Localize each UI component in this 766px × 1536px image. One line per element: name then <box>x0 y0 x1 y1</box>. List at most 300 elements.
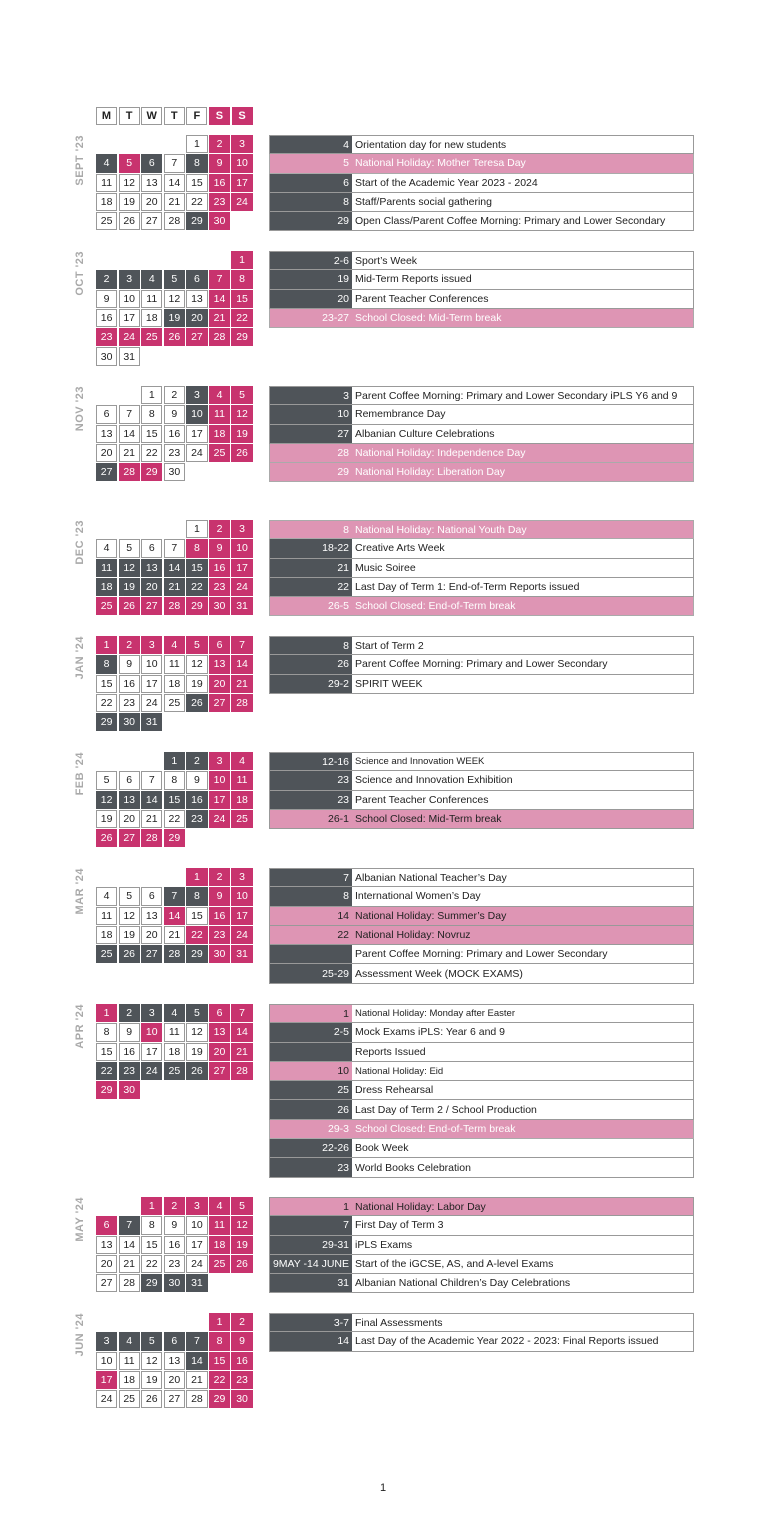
calendar-day: 15 <box>96 1043 117 1061</box>
calendar-day: 2 <box>209 520 230 538</box>
calendar-day: 24 <box>231 578 252 596</box>
event-row <box>269 1313 694 1332</box>
event-row <box>269 655 694 674</box>
event-date: 23 <box>270 771 352 789</box>
calendar-day-empty <box>141 251 162 269</box>
calendar-day: 15 <box>186 907 207 925</box>
calendar-week <box>96 520 254 539</box>
calendar-day: 5 <box>96 771 117 789</box>
calendar-day: 23 <box>186 810 207 828</box>
event-row <box>269 444 694 463</box>
calendar-day: 25 <box>96 945 117 963</box>
event-date: 20 <box>270 290 352 308</box>
calendar-day: 21 <box>231 1043 252 1061</box>
event-date: 29 <box>270 212 352 230</box>
calendar-day: 15 <box>186 559 207 577</box>
event-description: Last Day of Term 2 / School Production <box>355 1103 537 1116</box>
calendar-day-empty <box>231 347 252 365</box>
calendar-day: 23 <box>119 694 140 712</box>
event-date: 10 <box>270 405 352 423</box>
calendar-day-empty <box>209 829 230 847</box>
calendar-day: 18 <box>119 1371 140 1389</box>
calendar-day: 13 <box>141 559 162 577</box>
calendar-day: 6 <box>141 154 162 172</box>
calendar-day: 16 <box>164 1236 185 1254</box>
calendar-day: 27 <box>96 1274 117 1292</box>
calendar-day: 8 <box>186 154 207 172</box>
calendar-day-empty <box>186 347 207 365</box>
event-date: 26 <box>270 1100 352 1118</box>
calendar-week <box>96 926 254 945</box>
calendar-day: 27 <box>141 212 162 230</box>
calendar-day: 4 <box>96 539 117 557</box>
calendar-day-empty <box>141 752 162 770</box>
calendar-week <box>96 636 254 655</box>
event-description: Albanian National Children’s Day Celebrations <box>355 1277 571 1290</box>
calendar-day: 30 <box>231 1390 252 1408</box>
weekday-header-cell: T <box>164 107 185 125</box>
calendar-day: 2 <box>164 386 185 404</box>
calendar-day: 15 <box>141 1236 162 1254</box>
event-description: Parent Coffee Morning: Primary and Lower Secondary <box>355 658 608 671</box>
calendar-week <box>96 539 254 558</box>
calendar-day: 17 <box>231 174 252 192</box>
calendar-week <box>96 1236 254 1255</box>
calendar-day: 19 <box>186 1043 207 1061</box>
month-label: MAY '24 <box>74 1197 86 1242</box>
month-calendar <box>96 868 254 964</box>
calendar-day: 15 <box>186 174 207 192</box>
calendar-day: 20 <box>96 444 117 462</box>
event-row <box>269 675 694 694</box>
calendar-day: 12 <box>141 1352 162 1370</box>
calendar-day: 9 <box>231 1332 252 1350</box>
event-row <box>269 868 694 887</box>
calendar-day: 24 <box>231 193 252 211</box>
event-description: National Holiday: Mother Teresa Day <box>355 157 526 170</box>
month-label: JUN '24 <box>74 1313 86 1357</box>
calendar-day-empty <box>119 1313 140 1331</box>
calendar-day: 24 <box>209 810 230 828</box>
calendar-day-empty <box>141 868 162 886</box>
calendar-day: 13 <box>96 1236 117 1254</box>
month-calendar <box>96 520 254 616</box>
month-events <box>269 636 694 694</box>
calendar-week <box>96 675 254 694</box>
calendar-day: 30 <box>119 1081 140 1099</box>
calendar-day-empty <box>96 520 117 538</box>
calendar-day-empty <box>141 1081 162 1099</box>
month-calendar <box>96 752 254 848</box>
calendar-day: 4 <box>96 887 117 905</box>
calendar-day-empty <box>231 463 252 481</box>
calendar-week <box>96 174 254 193</box>
event-row <box>269 1255 694 1274</box>
calendar-day: 15 <box>209 1352 230 1370</box>
event-description: Last Day of Term 1: End-of-Term Reports issued <box>355 581 580 594</box>
calendar-day: 22 <box>141 444 162 462</box>
calendar-day: 29 <box>164 829 185 847</box>
calendar-day: 19 <box>119 193 140 211</box>
event-date: 23-27 <box>322 312 349 325</box>
calendar-week <box>96 1332 254 1351</box>
event-row <box>269 405 694 424</box>
calendar-day: 26 <box>96 829 117 847</box>
event-date: 22 <box>270 578 352 596</box>
calendar-day-empty <box>119 520 140 538</box>
calendar-day: 1 <box>209 1313 230 1331</box>
month-events <box>269 251 694 328</box>
calendar-day: 28 <box>164 945 185 963</box>
calendar-day: 9 <box>164 405 185 423</box>
calendar-day-empty <box>119 251 140 269</box>
calendar-day-empty <box>164 347 185 365</box>
calendar-day: 10 <box>186 1216 207 1234</box>
calendar-day: 26 <box>119 212 140 230</box>
event-row <box>269 539 694 558</box>
calendar-day: 17 <box>96 1371 117 1389</box>
calendar-week <box>96 1004 254 1023</box>
calendar-day: 7 <box>164 154 185 172</box>
calendar-day: 22 <box>231 309 252 327</box>
event-date <box>270 945 352 963</box>
event-row <box>269 1197 694 1216</box>
calendar-day: 11 <box>164 1023 185 1041</box>
calendar-day: 5 <box>119 154 140 172</box>
calendar-day: 25 <box>231 810 252 828</box>
event-description: Dress Rehearsal <box>355 1084 434 1097</box>
calendar-day: 5 <box>119 887 140 905</box>
event-row <box>269 752 694 771</box>
calendar-day-empty <box>164 868 185 886</box>
calendar-day: 1 <box>186 868 207 886</box>
event-row <box>269 520 694 539</box>
calendar-day: 9 <box>209 887 230 905</box>
weekday-header-cell: M <box>96 107 117 125</box>
calendar-day-empty <box>186 251 207 269</box>
event-row <box>269 425 694 444</box>
calendar-day-empty <box>141 347 162 365</box>
calendar-day: 12 <box>186 655 207 673</box>
event-row <box>269 1100 694 1119</box>
calendar-day: 29 <box>96 1081 117 1099</box>
event-description: First Day of Term 3 <box>355 1219 444 1232</box>
calendar-day: 3 <box>231 135 252 153</box>
calendar-day: 1 <box>141 386 162 404</box>
calendar-day: 9 <box>164 1216 185 1234</box>
calendar-day-empty <box>119 752 140 770</box>
calendar-day: 6 <box>119 771 140 789</box>
event-date: 8 <box>270 637 352 654</box>
calendar-day: 21 <box>141 810 162 828</box>
event-description: School Closed: Mid-Term break <box>355 813 502 826</box>
event-description: SPIRIT WEEK <box>355 677 423 690</box>
event-row <box>269 964 694 983</box>
calendar-day: 11 <box>209 405 230 423</box>
calendar-day: 3 <box>231 520 252 538</box>
calendar-day: 28 <box>119 463 140 481</box>
event-row <box>269 1332 694 1351</box>
event-date: 29-3 <box>327 1122 349 1135</box>
calendar-week <box>96 1216 254 1235</box>
event-description: Parent Coffee Morning: Primary and Lower Secondary <box>355 948 608 961</box>
calendar-day: 2 <box>209 868 230 886</box>
event-description: Parent Coffee Morning: Primary and Lower Secondary iPLS Y6 and 9 <box>355 389 678 402</box>
calendar-day-empty <box>164 135 185 153</box>
calendar-day: 22 <box>164 810 185 828</box>
calendar-day-empty <box>119 1197 140 1215</box>
calendar-day-empty <box>164 520 185 538</box>
calendar-day: 2 <box>186 752 207 770</box>
calendar-day-empty <box>231 1081 252 1099</box>
calendar-day: 27 <box>96 463 117 481</box>
calendar-day: 28 <box>141 829 162 847</box>
event-date: 4 <box>270 136 352 153</box>
event-date: 27 <box>270 425 352 443</box>
calendar-day-empty <box>186 463 207 481</box>
month-calendar <box>96 1313 254 1409</box>
event-description: School Closed: End-of-Term break <box>355 1122 516 1135</box>
calendar-day: 22 <box>96 1062 117 1080</box>
calendar-day: 13 <box>209 1023 230 1041</box>
calendar-day: 9 <box>119 655 140 673</box>
calendar-day: 11 <box>141 290 162 308</box>
calendar-day: 26 <box>119 945 140 963</box>
calendar-day: 21 <box>186 1371 207 1389</box>
calendar-day: 30 <box>164 463 185 481</box>
event-row <box>269 597 694 616</box>
month-events <box>269 1004 694 1178</box>
calendar-day: 23 <box>96 328 117 346</box>
calendar-day: 2 <box>209 135 230 153</box>
calendar-day: 17 <box>141 675 162 693</box>
month-label: FEB '24 <box>74 752 86 796</box>
calendar-day: 28 <box>164 597 185 615</box>
calendar-day: 14 <box>186 1352 207 1370</box>
event-description: Sport’s Week <box>355 254 418 267</box>
calendar-day: 20 <box>186 309 207 327</box>
event-description: iPLS Exams <box>355 1238 413 1251</box>
calendar-day: 10 <box>231 154 252 172</box>
calendar-day: 19 <box>164 309 185 327</box>
page-number: 1 <box>379 1482 387 1494</box>
calendar-day: 8 <box>186 539 207 557</box>
calendar-day-empty <box>164 1313 185 1331</box>
calendar-day: 18 <box>141 309 162 327</box>
calendar-week <box>96 1043 254 1062</box>
calendar-day-empty <box>96 135 117 153</box>
event-description: Reports Issued <box>355 1045 426 1058</box>
event-row <box>269 1120 694 1139</box>
calendar-day: 31 <box>231 597 252 615</box>
event-row <box>269 945 694 964</box>
calendar-day: 23 <box>119 1062 140 1080</box>
calendar-day: 16 <box>96 309 117 327</box>
calendar-day: 5 <box>141 1332 162 1350</box>
event-date: 14 <box>337 909 349 922</box>
calendar-day: 13 <box>141 907 162 925</box>
event-row <box>269 463 694 482</box>
calendar-day: 29 <box>96 713 117 731</box>
calendar-day: 25 <box>209 1255 230 1273</box>
calendar-day: 16 <box>119 675 140 693</box>
calendar-day: 7 <box>209 270 230 288</box>
calendar-day: 23 <box>209 193 230 211</box>
calendar-day: 13 <box>186 290 207 308</box>
event-row <box>269 193 694 212</box>
calendar-day: 13 <box>164 1352 185 1370</box>
calendar-week <box>96 290 254 309</box>
calendar-day: 23 <box>164 1255 185 1273</box>
event-description: Albanian National Teacher’s Day <box>355 871 507 884</box>
event-date: 26-5 <box>327 600 349 613</box>
calendar-day: 13 <box>209 655 230 673</box>
event-description: National Holiday: Labor Day <box>355 1200 486 1213</box>
calendar-day: 22 <box>186 926 207 944</box>
event-date: 14 <box>270 1332 352 1350</box>
calendar-week <box>96 309 254 328</box>
calendar-day: 3 <box>209 752 230 770</box>
event-row <box>269 1236 694 1255</box>
calendar-day: 16 <box>209 174 230 192</box>
calendar-day: 16 <box>186 791 207 809</box>
calendar-day: 6 <box>141 539 162 557</box>
calendar-day: 11 <box>96 559 117 577</box>
calendar-day: 19 <box>119 578 140 596</box>
calendar-day: 24 <box>141 1062 162 1080</box>
calendar-day: 11 <box>209 1216 230 1234</box>
calendar-day: 7 <box>231 636 252 654</box>
event-description: National Holiday: Summer’s Day <box>355 909 507 922</box>
calendar-day: 12 <box>119 174 140 192</box>
event-date: 28 <box>337 447 349 460</box>
calendar-day: 16 <box>119 1043 140 1061</box>
calendar-week <box>96 752 254 771</box>
calendar-day: 13 <box>141 174 162 192</box>
calendar-day: 19 <box>141 1371 162 1389</box>
event-row <box>269 907 694 926</box>
calendar-day-empty <box>186 713 207 731</box>
calendar-week <box>96 1081 254 1100</box>
calendar-day: 7 <box>164 539 185 557</box>
calendar-day: 16 <box>209 907 230 925</box>
calendar-day: 5 <box>164 270 185 288</box>
event-date: 2-6 <box>270 252 352 269</box>
calendar-day: 5 <box>231 386 252 404</box>
event-date: 7 <box>270 869 352 886</box>
event-date: 22 <box>337 929 349 942</box>
calendar-day: 29 <box>141 463 162 481</box>
calendar-day: 30 <box>96 347 117 365</box>
event-description: Staff/Parents social gathering <box>355 196 492 209</box>
event-row <box>269 1023 694 1042</box>
calendar-day: 12 <box>231 405 252 423</box>
calendar-day-empty <box>231 212 252 230</box>
calendar-day-empty <box>209 347 230 365</box>
month-events <box>269 386 694 482</box>
calendar-week <box>96 386 254 405</box>
calendar-day: 4 <box>209 1197 230 1215</box>
month-label: DEC '23 <box>74 520 86 565</box>
calendar-day: 18 <box>231 791 252 809</box>
calendar-day: 12 <box>186 1023 207 1041</box>
calendar-day: 10 <box>141 1023 162 1041</box>
calendar-day: 20 <box>141 578 162 596</box>
calendar-day: 27 <box>141 945 162 963</box>
calendar-day: 21 <box>231 675 252 693</box>
calendar-day-empty <box>119 386 140 404</box>
calendar-day: 20 <box>96 1255 117 1273</box>
calendar-day: 14 <box>119 425 140 443</box>
calendar-day: 4 <box>209 386 230 404</box>
event-date: 26-1 <box>327 813 349 826</box>
calendar-day: 24 <box>119 328 140 346</box>
calendar-week <box>96 1255 254 1274</box>
calendar-day: 1 <box>231 251 252 269</box>
calendar-day: 1 <box>96 1004 117 1022</box>
event-description: National Holiday: Independence Day <box>355 447 526 460</box>
month-label: MAR '24 <box>74 868 86 915</box>
calendar-day: 4 <box>164 636 185 654</box>
calendar-week <box>96 328 254 347</box>
calendar-day: 10 <box>119 290 140 308</box>
event-row <box>269 212 694 231</box>
calendar-day: 29 <box>209 1390 230 1408</box>
calendar-day: 1 <box>186 520 207 538</box>
calendar-week <box>96 463 254 482</box>
calendar-day: 13 <box>96 425 117 443</box>
month-events <box>269 1313 694 1352</box>
calendar-week <box>96 694 254 713</box>
calendar-day: 8 <box>164 771 185 789</box>
calendar-day: 21 <box>164 926 185 944</box>
calendar-week <box>96 1352 254 1371</box>
event-description: Book Week <box>355 1142 409 1155</box>
calendar-week <box>96 1197 254 1216</box>
month-label: SEPT '23 <box>74 135 86 186</box>
event-date: 3-7 <box>270 1314 352 1331</box>
calendar-week <box>96 347 254 366</box>
calendar-day: 11 <box>96 907 117 925</box>
event-date: 12-16 <box>270 753 352 770</box>
event-row <box>269 270 694 289</box>
event-description: Start of the iGCSE, AS, and A-level Exams <box>355 1258 554 1271</box>
calendar-day-empty <box>141 520 162 538</box>
event-row <box>269 559 694 578</box>
calendar-week <box>96 212 254 231</box>
calendar-day: 16 <box>209 559 230 577</box>
calendar-day: 1 <box>164 752 185 770</box>
calendar-day: 9 <box>96 290 117 308</box>
calendar-day-empty <box>231 1274 252 1292</box>
calendar-day: 31 <box>186 1274 207 1292</box>
calendar-day: 20 <box>164 1371 185 1389</box>
event-date: 25 <box>270 1081 352 1099</box>
event-row <box>269 290 694 309</box>
calendar-day: 11 <box>231 771 252 789</box>
event-description: Science and Innovation WEEK <box>355 756 485 768</box>
calendar-day: 8 <box>209 1332 230 1350</box>
calendar-day-empty <box>96 868 117 886</box>
calendar-day-empty <box>96 251 117 269</box>
calendar-day: 3 <box>141 1004 162 1022</box>
calendar-week <box>96 791 254 810</box>
event-description: Mock Exams iPLS: Year 6 and 9 <box>355 1026 505 1039</box>
calendar-day: 22 <box>186 193 207 211</box>
event-row <box>269 1004 694 1023</box>
weekday-header-cell: W <box>141 107 162 125</box>
calendar-week <box>96 829 254 848</box>
